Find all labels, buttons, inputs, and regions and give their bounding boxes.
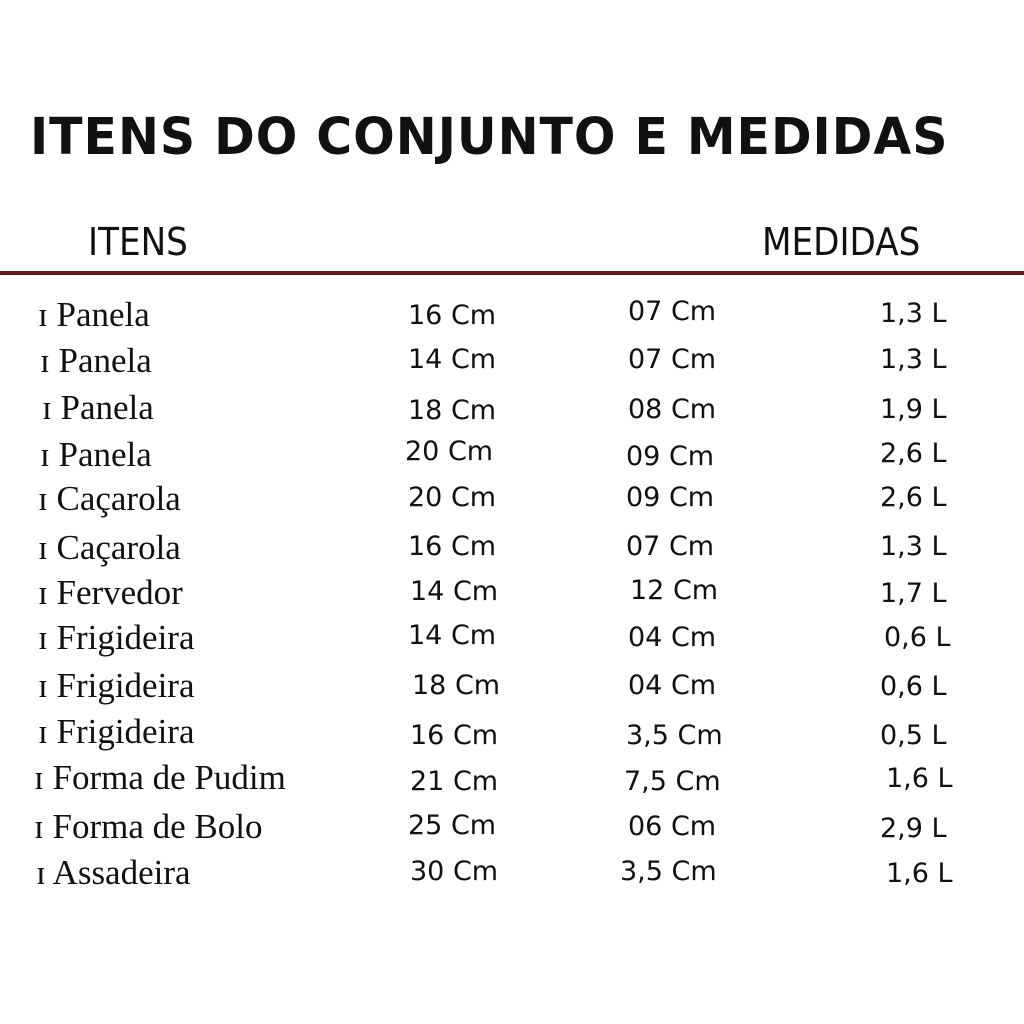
item-diameter: 16 Cm <box>410 720 499 751</box>
item-name: ɪ Panela <box>40 435 152 474</box>
item-height: 07 Cm <box>628 296 717 327</box>
item-height: 06 Cm <box>628 811 717 842</box>
item-diameter: 14 Cm <box>408 620 497 651</box>
item-name: ɪ Panela <box>38 295 150 334</box>
item-name: ɪ Forma de Bolo <box>34 807 263 846</box>
item-name: ɪ Frigideira <box>38 712 195 751</box>
item-diameter: 18 Cm <box>412 670 501 701</box>
item-volume: 1,6 L <box>886 763 953 794</box>
measures-column-header: MEDIDAS <box>762 220 921 264</box>
item-volume: 2,6 L <box>880 482 947 513</box>
item-height: 09 Cm <box>626 482 715 513</box>
item-height: 04 Cm <box>628 622 717 653</box>
item-volume: 2,9 L <box>880 813 947 844</box>
item-name: ɪ Panela <box>40 341 152 380</box>
item-volume: 1,7 L <box>880 578 947 609</box>
item-height: 3,5 Cm <box>626 720 723 751</box>
item-name: ɪ Fervedor <box>38 573 183 612</box>
item-height: 12 Cm <box>630 575 719 606</box>
item-diameter: 25 Cm <box>408 810 497 841</box>
item-height: 09 Cm <box>626 441 715 472</box>
item-volume: 1,3 L <box>880 531 947 562</box>
item-volume: 0,6 L <box>880 671 947 702</box>
item-height: 07 Cm <box>628 344 717 375</box>
item-diameter: 18 Cm <box>408 395 497 426</box>
item-height: 04 Cm <box>628 670 717 701</box>
item-volume: 1,3 L <box>880 344 947 375</box>
item-height: 07 Cm <box>626 531 715 562</box>
item-name: ɪ Frigideira <box>38 618 195 657</box>
item-diameter: 16 Cm <box>408 531 497 562</box>
item-volume: 1,9 L <box>880 394 947 425</box>
page-title: ITENS DO CONJUNTO E MEDIDAS <box>30 108 949 167</box>
item-name: ɪ Caçarola <box>38 528 181 567</box>
item-diameter: 14 Cm <box>408 344 497 375</box>
item-height: 08 Cm <box>628 394 717 425</box>
item-name: ɪ Caçarola <box>38 479 181 518</box>
item-diameter: 20 Cm <box>408 482 497 513</box>
item-diameter: 21 Cm <box>410 766 499 797</box>
item-name: ɪ Panela <box>42 388 154 427</box>
item-volume: 2,6 L <box>880 438 947 469</box>
item-volume: 1,6 L <box>886 858 953 889</box>
item-diameter: 30 Cm <box>410 856 499 887</box>
item-height: 3,5 Cm <box>620 856 717 887</box>
item-volume: 0,6 L <box>884 622 951 653</box>
item-volume: 0,5 L <box>880 720 947 751</box>
item-name: ɪ Forma de Pudim <box>34 758 286 797</box>
item-name: ɪ Assadeira <box>36 853 191 892</box>
item-diameter: 14 Cm <box>410 576 499 607</box>
item-diameter: 16 Cm <box>408 300 497 331</box>
item-name: ɪ Frigideira <box>38 666 195 705</box>
item-volume: 1,3 L <box>880 298 947 329</box>
header-divider <box>0 271 1024 275</box>
item-diameter: 20 Cm <box>405 436 494 467</box>
items-column-header: ITENS <box>88 220 188 264</box>
item-height: 7,5 Cm <box>624 766 721 797</box>
